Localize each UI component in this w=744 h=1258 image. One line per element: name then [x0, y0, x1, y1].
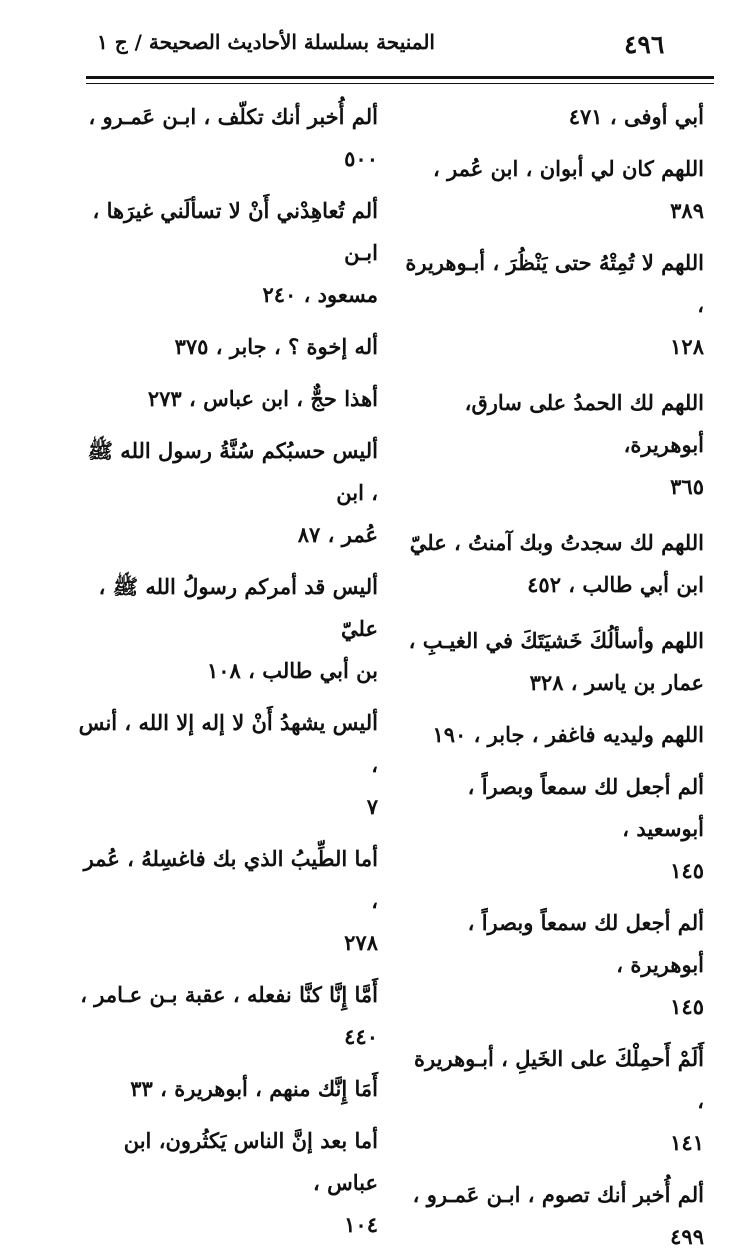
- index-entry: أَمَّا إِنَّا كنَّا نفعله ، عقبة بـن عـامر ، ٤٤٠: [80, 982, 378, 1049]
- index-entry: أما بعد إنَّ الناس يَكثُرون، ابن عباس ، ١٠٤: [123, 1128, 378, 1237]
- index-entry: اللهم وأسألُكَ خَشيَتَكَ في الغيـبِ ، عمار بن ياسر ، ٣٢٨: [408, 628, 704, 695]
- index-entry: أليس حسبُكم سُنَّةُ رسول الله ﷺ ، ابن عُمر ، ٨٧: [87, 438, 378, 547]
- index-entry: أليس يشهدُ أَنْ لا إله إلا الله ، أنس ، ٧: [78, 710, 378, 819]
- index-entry: اللهم وليديه فاغفر ، جابر ، ١٩٠: [432, 722, 704, 747]
- index-entry: أما الطِّيبُ الذي بك فاغسِلهُ ، عُمر ، ٢٧٨: [83, 846, 378, 955]
- index-entry: اللهم لا تُمِتْهُ حتى يَنْظُرَ ، أبـوهريرة ، ١٢٨: [405, 250, 704, 359]
- index-entry: أبي أوفى ، ٤٧١: [568, 104, 704, 129]
- page-number: ٤٩٦: [624, 30, 665, 59]
- index-entry: أَمَا إِنَّك منهم ، أبوهريرة ، ٣٣: [130, 1076, 378, 1101]
- index-entry: ألم أجعل لك سمعاً وبصراً ، أبوهريرة ، ١٤٥: [467, 910, 704, 1019]
- index-entry: اللهم لك الحمدُ على سارق، أبوهريرة، ٣٦٥: [464, 390, 704, 499]
- index-entry: أهذا حجٌّ ، ابن عباس ، ٢٧٣: [147, 386, 378, 411]
- header-rule-thick: [86, 76, 714, 79]
- index-entry: أليس قد أمركم رسولُ الله ﷺ ، عليّ بن أبي طالب ، ١٠٨: [98, 574, 378, 683]
- running-title: المنيحة بسلسلة الأحاديث الصحيحة / ج ١: [97, 30, 435, 54]
- index-entry: اللهم لك سجدتُ وبك آمنتُ ، عليّ ابن أبي طالب ، ٤٥٢: [409, 530, 704, 597]
- index-column-left: [78, 96, 378, 1246]
- index-entry: أله إخوة ؟ ، جابر ، ٣٧٥: [174, 334, 378, 359]
- header-rule-thin: [86, 83, 714, 84]
- index-entry: ألم أُخبر أنك تكلّف ، ابـن عَمـرو ، ٥٠٠: [88, 104, 378, 171]
- index-entry: أَلَمْ أَحمِلْكَ على الخَيلِ ، أبـوهريرة ، ١٤١: [414, 1046, 704, 1155]
- index-entry: اللهم كان لي أبوان ، ابن عُمر ، ٣٨٩: [432, 156, 704, 223]
- index-entry: ألم تُعاهِدْني أَنْ لا تسألَني غيرَها ، ابـن مسعود ، ٢٤٠: [92, 198, 378, 307]
- index-entry: ألم أُخبر أنك تصوم ، ابـن عَمـرو ، ٤٩٩: [412, 1182, 704, 1249]
- index-column-right: [404, 96, 704, 1258]
- index-entry: ألم أجعل لك سمعاً وبصراً ، أبوسعيد ، ١٤٥: [467, 774, 704, 883]
